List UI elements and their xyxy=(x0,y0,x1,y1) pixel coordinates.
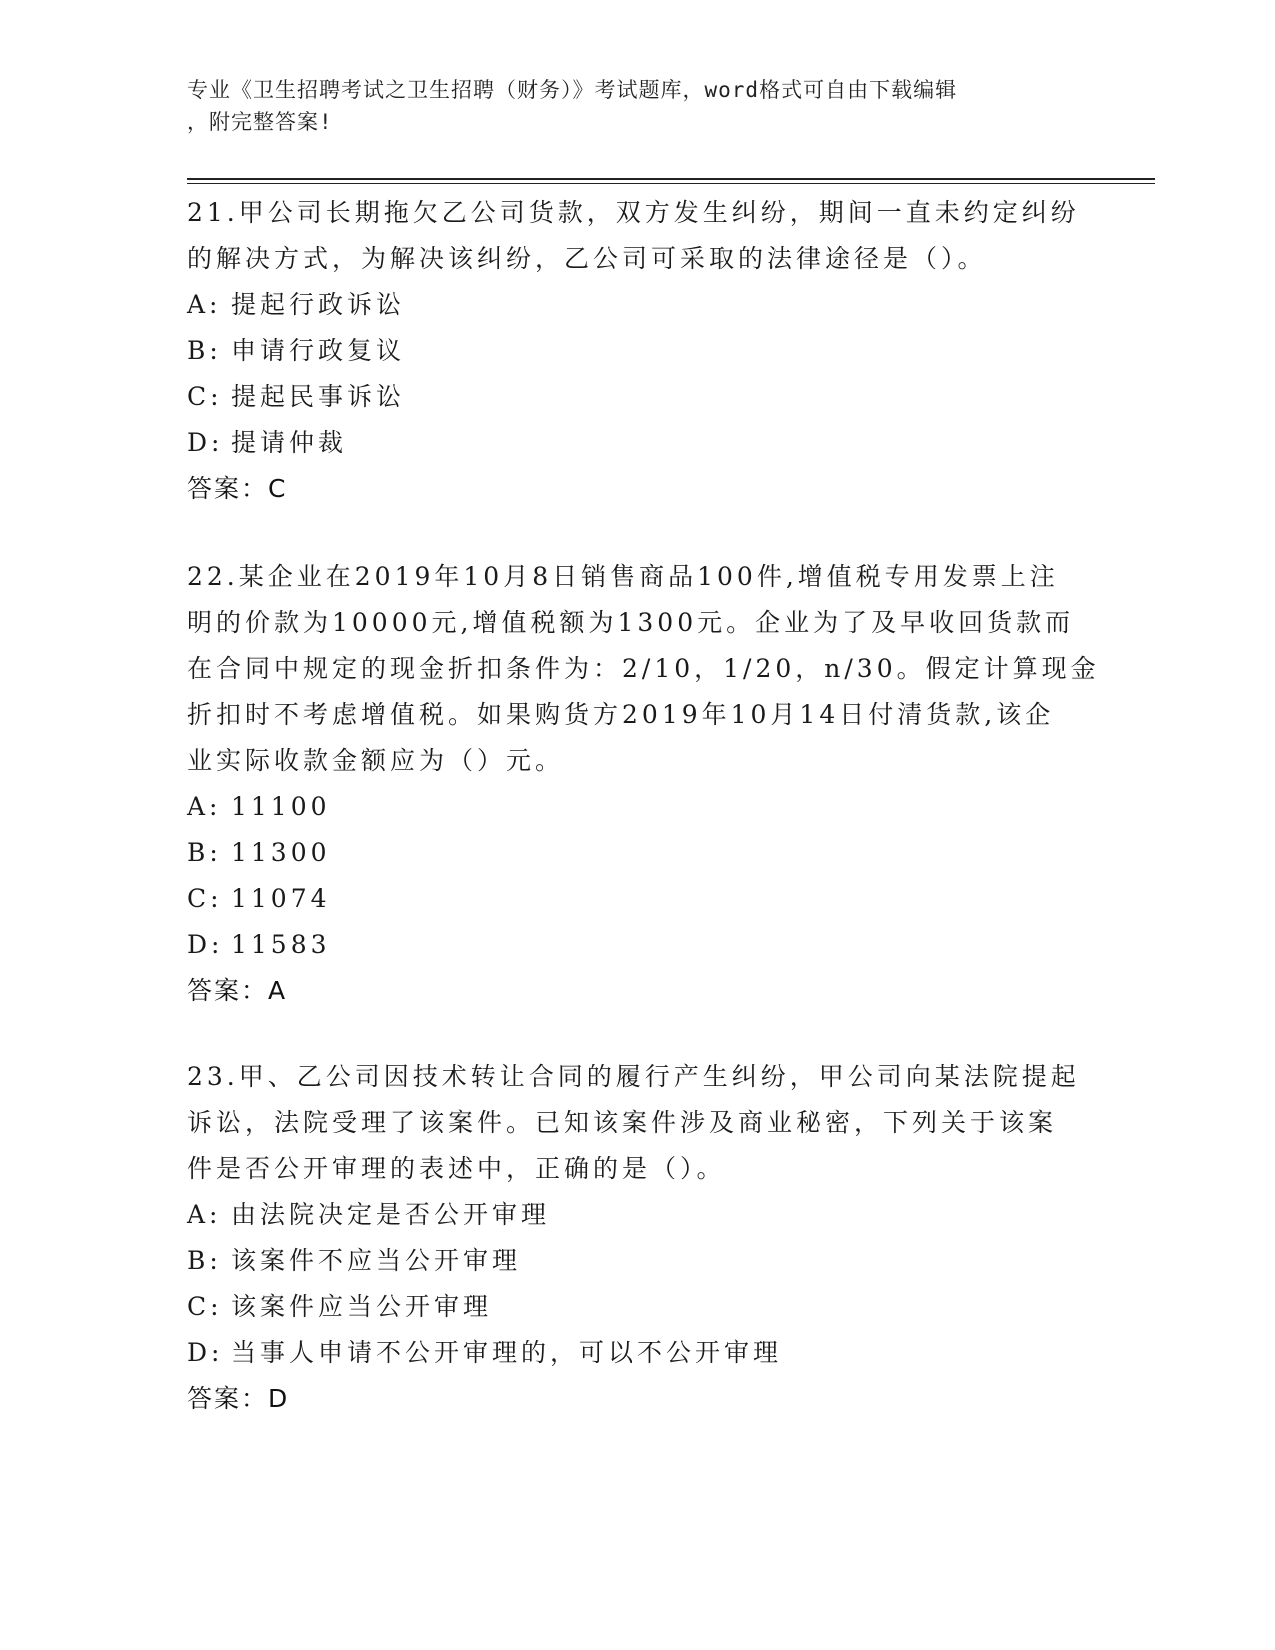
option-text: 当事人申请不公开审理的，可以不公开审理 xyxy=(231,1338,783,1367)
question-text-line: 在合同中规定的现金折扣条件为：2/10，1/20，n/30。假定计算现金 xyxy=(187,654,1100,683)
question-text-line: 明的价款为10000元,增值税额为1300元。企业为了及早收回货款而 xyxy=(187,608,1075,637)
answer-text: 答案：C xyxy=(187,474,288,503)
question-text-line: 23.甲、乙公司因技术转让合同的履行产生纠纷，甲公司向某法院提起 xyxy=(187,1062,1080,1091)
question-text-line: 诉讼，法院受理了该案件。已知该案件涉及商业秘密，下列关于该案 xyxy=(187,1108,1058,1137)
option-text: 11583 xyxy=(231,930,331,959)
option-text: 由法院决定是否公开审理 xyxy=(231,1200,551,1229)
question-23 xyxy=(187,1054,1087,1422)
option-letter: A: xyxy=(187,1200,222,1229)
option-b xyxy=(187,328,1087,374)
option-a xyxy=(187,784,1087,830)
question-text-line: 22.某企业在2019年10月8日销售商品100件,增值税专用发票上注 xyxy=(187,562,1059,591)
option-text: 提请仲裁 xyxy=(231,428,348,457)
option-text: 提起行政诉讼 xyxy=(231,290,406,319)
option-a xyxy=(187,1192,1087,1238)
header-line-1: 专业《卫生招聘考试之卫生招聘（财务）》考试题库，word格式可自由下载编辑 xyxy=(187,78,958,102)
option-letter: B: xyxy=(187,336,222,365)
option-d xyxy=(187,420,1087,466)
option-letter: C: xyxy=(187,1292,223,1321)
option-text: 11300 xyxy=(231,838,331,867)
question-22 xyxy=(187,554,1100,1014)
option-a xyxy=(187,282,1087,328)
option-letter: D: xyxy=(187,930,224,959)
option-b xyxy=(187,1238,1087,1284)
option-text: 提起民事诉讼 xyxy=(231,382,406,411)
answer-text: 答案：D xyxy=(187,1384,290,1413)
option-letter: C: xyxy=(187,884,223,913)
option-letter: D: xyxy=(187,428,224,457)
option-c xyxy=(187,374,1087,420)
option-d xyxy=(187,1330,1087,1376)
question-text-line: 的解决方式，为解决该纠纷，乙公司可采取的法律途径是（）。 xyxy=(187,244,987,273)
option-text: 11074 xyxy=(231,884,331,913)
header-divider xyxy=(187,178,1155,184)
option-text: 11100 xyxy=(231,792,331,821)
option-d xyxy=(187,922,1087,968)
header-line-2: ，附完整答案! xyxy=(187,110,333,134)
answer-text: 答案：A xyxy=(187,976,288,1005)
option-c xyxy=(187,876,1087,922)
option-letter: B: xyxy=(187,838,222,867)
question-text-line: 21.甲公司长期拖欠乙公司货款，双方发生纠纷，期间一直未约定纠纷 xyxy=(187,198,1080,227)
option-letter: C: xyxy=(187,382,223,411)
question-text-line: 件是否公开审理的表述中，正确的是（）。 xyxy=(187,1154,726,1183)
option-letter: A: xyxy=(187,290,222,319)
option-letter: D: xyxy=(187,1338,224,1367)
document-header xyxy=(187,74,1067,138)
option-letter: A: xyxy=(187,792,222,821)
option-b xyxy=(187,830,1087,876)
question-21 xyxy=(187,190,1087,512)
option-text: 该案件应当公开审理 xyxy=(231,1292,493,1321)
question-text-line: 折扣时不考虑增值税。如果购货方2019年10月14日付清货款,该企 xyxy=(187,700,1055,729)
option-c xyxy=(187,1284,1087,1330)
option-letter: B: xyxy=(187,1246,222,1275)
question-text-line: 业实际收款金额应为（）元。 xyxy=(187,746,565,775)
option-text: 申请行政复议 xyxy=(231,336,406,365)
option-text: 该案件不应当公开审理 xyxy=(231,1246,522,1275)
